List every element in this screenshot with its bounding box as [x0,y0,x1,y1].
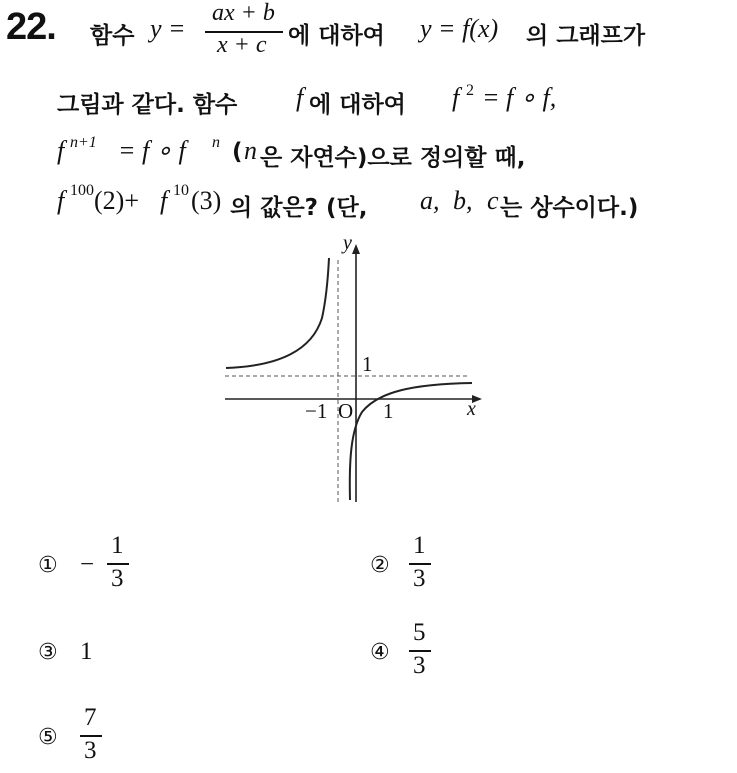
choice-2-numerator: 1 [413,532,426,559]
fraction-numerator: ax + b [212,0,275,26]
const-a: a, [420,186,440,215]
f100-base: f [57,186,65,215]
f10-arg: (3) [191,186,222,215]
choice-5-denominator: 3 [84,737,97,764]
choice-1-sign: − [80,551,95,578]
question-number: 22. [6,6,56,48]
choice-4-marker[interactable]: ④ [370,640,390,665]
line2-text-b: 에 대하여 [309,92,406,118]
choice-1-marker[interactable]: ① [38,553,58,578]
choice-1-numerator: 1 [111,532,124,559]
y-axis-arrow [352,244,360,254]
x-axis-label: x [467,398,476,420]
const-b: b, [453,186,473,215]
choice-2-marker[interactable]: ② [370,553,390,578]
line3-text: 은 자연수)으로 정의할 때, [260,145,526,171]
fn-exponent: n [212,134,220,151]
f100-arg: (2)+ [94,186,139,215]
line1-fx: y = f(x) [420,14,499,43]
fn1-base: f [57,136,65,165]
choice-5-marker[interactable]: ⑤ [38,725,58,750]
line3-paren: ( [232,139,243,165]
f2-rhs: = f ∘ f, [482,83,557,112]
choice-4-denominator: 3 [413,652,426,679]
line2-f: f [296,83,304,112]
line1-mid: 에 대하여 [288,23,385,49]
line1-prefix: 함수 [90,23,135,49]
choice-5-numerator: 7 [84,704,97,731]
choice-1-denominator: 3 [111,565,124,592]
curve-right-branch [350,383,472,500]
line1-eq-lhs: y = [150,14,186,43]
y-one-label: 1 [362,352,373,376]
line3-n: n [244,136,257,165]
choice-4-numerator: 5 [413,619,426,646]
fraction-denominator: x + c [217,32,267,58]
line4-text-b: 는 상수이다.) [500,195,639,221]
choice-3-value: 1 [80,638,93,665]
const-c: c [487,186,499,215]
fn1-exponent: n+1 [70,134,97,151]
choice-3-marker[interactable]: ③ [38,640,58,665]
line1-suffix: 의 그래프가 [526,23,646,49]
f100-exponent: 100 [70,182,94,199]
y-axis-label: y [343,232,352,254]
choice-2-denominator: 3 [413,565,426,592]
x-one-label: 1 [383,399,394,423]
line2-text-a: 그림과 같다. 함수 [57,92,238,118]
f10-base: f [160,186,168,215]
f2-base: f [452,83,460,112]
f2-exponent: 2 [466,82,474,99]
fn1-rhs: = f ∘ f [118,136,186,165]
f10-exponent: 10 [173,182,189,199]
origin-label: O [338,399,354,423]
neg-one-label: −1 [305,399,328,423]
line4-text-a: 의 값은? (단, [230,195,368,221]
curve-left-branch [226,258,329,368]
